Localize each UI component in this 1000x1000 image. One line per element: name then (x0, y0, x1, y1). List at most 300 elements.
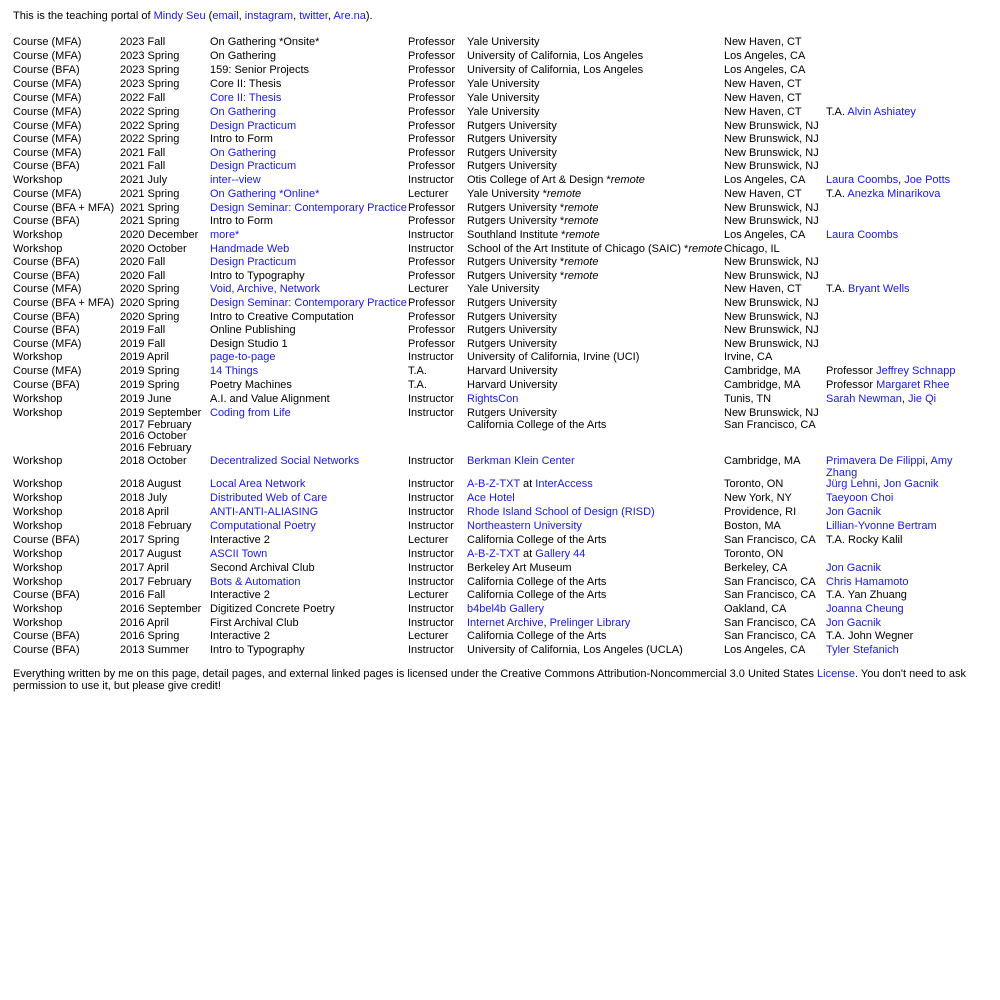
table-row (13, 37, 986, 51)
course-role: Instructor (408, 456, 454, 467)
location: Los Angeles, CA (724, 229, 806, 241)
table-row (13, 148, 986, 162)
license-text: Everything written by me on this page, detail pages, and external linked pages is licensed under the Creative Commons Attribution-Noncommercial 3.0 United States (13, 668, 818, 680)
course-title (210, 121, 408, 135)
course-title (210, 408, 408, 456)
course-role: Professor (408, 92, 456, 104)
course-type: Workshop (13, 229, 63, 241)
location: Oakland, CA (724, 603, 787, 615)
institution-text: at (519, 548, 536, 560)
course-title (210, 175, 408, 189)
collaborators (826, 380, 986, 394)
collaborators-link[interactable]: Jie Qi (907, 394, 937, 405)
collaborators (826, 590, 986, 604)
institution (467, 298, 724, 312)
course-role: Professor (408, 270, 456, 282)
course-title-link[interactable]: Distributed Web of Care (210, 493, 328, 504)
collaborators (826, 645, 986, 659)
collaborators-link[interactable]: Jürg Lehni (826, 479, 878, 490)
course-title-link[interactable]: 14 Things (210, 366, 259, 377)
course-date: 2021 Spring (120, 188, 180, 200)
collaborators (826, 203, 986, 217)
institution-text: California College of the Arts (467, 631, 607, 642)
collaborators-link[interactable]: Jeffrey Schnapp (876, 366, 956, 377)
course-title (210, 216, 408, 230)
institution (467, 604, 724, 618)
course-date: 2023 Spring (120, 64, 180, 76)
remote-note: remote (564, 216, 599, 227)
institution (467, 230, 724, 244)
location: Chicago, IL (724, 243, 780, 255)
course-date: 2019 Fall (120, 325, 166, 336)
course-type: Workshop (13, 603, 63, 615)
collaborators (826, 521, 986, 535)
remote-note: remote (610, 174, 645, 186)
institution-text: Yale University * (467, 188, 547, 200)
course-title-link[interactable]: Design Practicum (210, 257, 297, 268)
collaborators-link[interactable]: Anezka Minarikova (847, 188, 941, 200)
institution (467, 148, 724, 162)
institution (467, 366, 724, 380)
course-title-link[interactable]: more* (210, 229, 240, 241)
table-row (13, 298, 986, 312)
course-date: 2020 Spring (120, 298, 180, 309)
course-date: 2023 Spring (120, 78, 180, 90)
collaborators-link[interactable]: Sarah Newman (826, 394, 902, 405)
course-title (210, 380, 408, 394)
table-row (13, 79, 986, 93)
location: New Brunswick, NJ (724, 257, 819, 268)
collaborators-link[interactable]: Bryant Wells (848, 284, 910, 295)
collaborators-link[interactable]: Amy Zhang (826, 456, 953, 479)
course-date: 2018 October (120, 456, 187, 467)
course-type: Course (BFA) (13, 257, 80, 268)
institution-link[interactable]: Northeastern University (467, 521, 582, 532)
course-title (210, 618, 408, 632)
table-row (13, 563, 986, 577)
course-title (210, 577, 408, 591)
collaborators-text: T.A. Rocky Kalil (826, 535, 903, 546)
course-date: 2018 July (120, 493, 168, 504)
table-row (13, 93, 986, 107)
institution-text: California College of the Arts (467, 590, 607, 601)
collaborators-text: T.A. Yan Zhuang (826, 590, 907, 601)
location: New Haven, CT (724, 188, 802, 200)
course-type: Course (BFA) (13, 216, 80, 227)
institution (467, 271, 724, 285)
table-row (13, 577, 986, 591)
course-date: 2019 April (120, 352, 169, 363)
remote-note: remote (688, 243, 723, 255)
course-title-link[interactable]: Handmade Web (210, 243, 290, 255)
collaborators (826, 216, 986, 230)
institution-text: Rutgers University * (467, 216, 565, 227)
course-title-text: First Archival Club (210, 617, 299, 629)
course-type: Workshop (13, 479, 63, 490)
course-date: 2013 Summer (120, 644, 190, 656)
institution-link[interactable]: Gallery 44 (535, 548, 586, 560)
collaborators-text: , (925, 456, 931, 467)
table-row (13, 380, 986, 394)
institution-text: University of California, Los Angeles (UCLA) (467, 644, 683, 656)
collaborators-link[interactable]: Joanna Cheung (826, 603, 904, 615)
course-title (210, 507, 408, 521)
collaborators-text: Professor (826, 380, 877, 391)
course-date: 2018 August (120, 479, 182, 490)
table-row (13, 216, 986, 230)
course-date: 2020 Fall (120, 270, 166, 282)
collaborators (826, 325, 986, 339)
collaborators-link[interactable]: Margaret Rhee (876, 380, 950, 391)
collaborators-link[interactable]: Taeyoon Choi (826, 493, 894, 504)
course-role: Professor (408, 78, 456, 90)
course-type: Course (BFA) (13, 644, 80, 656)
location: Boston, MA (724, 521, 781, 532)
course-date: 2017 Spring (120, 535, 180, 546)
collaborators (826, 298, 986, 312)
course-title-text: Intro to Typography (210, 644, 305, 656)
course-type: Course (MFA) (13, 134, 82, 145)
collaborators-link[interactable]: Jon Gacnik (826, 617, 882, 629)
collaborators (826, 456, 986, 479)
course-title-text: Intro to Typography (210, 270, 305, 282)
table-row (13, 549, 986, 563)
institution-text: Rutgers University * (467, 270, 565, 282)
table-row (13, 590, 986, 604)
institution (467, 161, 724, 175)
institution-link[interactable]: InterAccess (535, 479, 593, 490)
course-role: Instructor (408, 479, 454, 490)
location: New Brunswick, NJ (724, 120, 819, 132)
institution-text: University of California, Los Angeles (467, 50, 644, 62)
collaborators-link[interactable]: Lillian-Yvonne Bertram (826, 521, 937, 532)
collaborators-link[interactable]: Jon Gacnik (826, 507, 882, 518)
collaborators (826, 161, 986, 175)
collaborators (826, 604, 986, 618)
institution (467, 408, 724, 456)
course-role: Instructor (408, 548, 454, 560)
institution (467, 507, 724, 521)
course-title (210, 604, 408, 618)
course-role: Professor (408, 50, 456, 62)
institution-text: Harvard University (467, 366, 558, 377)
course-date: 2019 Fall (120, 338, 166, 350)
course-type: Course (MFA) (13, 188, 82, 200)
location: New Brunswick, NJ (724, 202, 819, 214)
table-row (13, 507, 986, 521)
course-title-link[interactable]: Design Practicum (210, 161, 297, 172)
course-type: Course (BFA) (13, 380, 80, 391)
institution (467, 521, 724, 535)
course-title-link[interactable]: Decentralized Social Networks (210, 456, 360, 467)
course-type: Workshop (13, 174, 63, 186)
course-title (210, 312, 408, 326)
course-title-link[interactable]: Computational Poetry (210, 521, 316, 532)
course-title-link[interactable]: Design Seminar: Contemporary Practice (210, 298, 407, 309)
collaborators-link[interactable]: Tyler Stefanich (826, 644, 899, 656)
course-title-text: Design Studio 1 (210, 338, 288, 350)
course-date: 2020 October (120, 243, 187, 255)
collaborators-link[interactable]: Chris Hamamoto (826, 576, 909, 588)
course-role: Instructor (408, 507, 454, 518)
course-date: 2017 April (120, 562, 169, 574)
course-type: Course (MFA) (13, 338, 82, 350)
course-role: Professor (408, 147, 456, 159)
location: Irvine, CA (724, 352, 773, 363)
course-role: Professor (408, 202, 456, 214)
course-type: Course (MFA) (13, 284, 82, 295)
institution (467, 577, 724, 591)
course-date: 2016 April (120, 617, 169, 629)
instagram-link[interactable]: instagram (244, 10, 294, 22)
course-title (210, 456, 408, 479)
course-title-link[interactable]: Core II: Thesis (210, 92, 282, 104)
table-row (13, 339, 986, 353)
institution-text: Rutgers University * (467, 257, 565, 268)
course-date: 2022 Fall (120, 92, 166, 104)
collaborators-link[interactable]: Jon Gacnik (883, 479, 939, 490)
location: New Brunswick, NJ (724, 216, 819, 227)
course-role: Professor (408, 134, 456, 145)
location: Providence, RI (724, 507, 797, 518)
course-type: Course (BFA) (13, 631, 80, 642)
table-row (13, 175, 986, 189)
license-link[interactable]: License (817, 668, 855, 680)
institution-link[interactable]: Prelinger Library (549, 617, 631, 629)
course-title (210, 394, 408, 408)
course-title-link[interactable]: Coding from Life (210, 408, 291, 419)
course-role: Lecturer (408, 590, 449, 601)
course-role: Professor (408, 161, 456, 172)
author-link[interactable]: Mindy Seu (153, 10, 206, 22)
institution-text: at (519, 479, 536, 490)
course-type: Course (BFA) (13, 64, 80, 76)
institution (467, 590, 724, 604)
course-type: Workshop (13, 352, 63, 363)
course-title-link[interactable]: On Gathering (210, 106, 277, 118)
collaborators-link[interactable]: Alvin Ashiatey (847, 106, 916, 118)
course-title-link[interactable]: Void, Archive, Network (210, 284, 321, 295)
course-title (210, 590, 408, 604)
institution-link[interactable]: b4bel4b Gallery (467, 603, 545, 615)
course-type: Course (MFA) (13, 366, 82, 377)
collaborators-link[interactable]: Joe Potts (904, 174, 951, 186)
course-title-text: Online Publishing (210, 325, 296, 336)
course-title (210, 257, 408, 271)
course-title-text: Poetry Machines (210, 380, 292, 391)
location: New Brunswick, NJ (724, 338, 819, 350)
course-role: Professor (408, 298, 456, 309)
institution-link[interactable]: A-B-Z-TXT (467, 548, 520, 560)
course-role: Professor (408, 64, 456, 76)
institution (467, 79, 724, 93)
table-row (13, 631, 986, 645)
institution (467, 189, 724, 203)
course-date: 2019 Spring (120, 366, 180, 377)
location: New Brunswick, NJ (724, 147, 819, 159)
institution-text: Rutgers University (467, 338, 557, 350)
course-title-link[interactable]: Local Area Network (210, 479, 306, 490)
course-role: Professor (408, 36, 456, 48)
course-title (210, 37, 408, 51)
collaborators (826, 65, 986, 79)
institution (467, 37, 724, 51)
course-title-link[interactable]: ASCII Town (210, 548, 268, 560)
location: Los Angeles, CA (724, 50, 806, 62)
collaborators (826, 507, 986, 521)
institution-text: Rutgers University California College of the Arts (467, 408, 607, 431)
collaborators (826, 284, 986, 298)
collaborators-link[interactable]: Laura Coombs (826, 229, 899, 241)
table-row (13, 645, 986, 659)
remote-note: remote (565, 229, 600, 241)
collaborators (826, 51, 986, 65)
institution-text: California College of the Arts (467, 576, 607, 588)
institution (467, 244, 724, 258)
course-date: 2019 September 2017 February 2016 October 2016 February (120, 408, 202, 454)
course-date: 2017 February (120, 576, 192, 588)
teaching-table (13, 37, 986, 659)
institution-text: Rutgers University (467, 120, 557, 132)
course-title-text: 159: Senior Projects (210, 64, 310, 76)
institution-text: Rutgers University (467, 134, 557, 145)
institution (467, 284, 724, 298)
course-title-link[interactable]: On Gathering *Online* (210, 188, 320, 200)
course-role: Professor (408, 106, 456, 118)
collaborators (826, 563, 986, 577)
institution-link[interactable]: Ace Hotel (467, 493, 515, 504)
table-row (13, 312, 986, 326)
collaborators-link[interactable]: Laura Coombs (826, 174, 899, 186)
course-title-link[interactable]: page-to-page (210, 352, 276, 363)
course-title-text: Interactive 2 (210, 631, 270, 642)
course-type: Course (BFA) (13, 311, 80, 323)
location: Los Angeles, CA (724, 64, 806, 76)
course-role: Instructor (408, 617, 454, 629)
institution-text: Rutgers University (467, 161, 557, 172)
course-role: Instructor (408, 408, 454, 419)
collaborators (826, 339, 986, 353)
twitter-link[interactable]: twitter (299, 10, 328, 22)
course-role: Lecturer (408, 284, 449, 295)
license-footer (13, 669, 968, 692)
course-title-link[interactable]: Design Practicum (210, 120, 297, 132)
collaborators-text: T.A. (826, 188, 848, 200)
table-row (13, 271, 986, 285)
course-title-link[interactable]: Bots & Automation (210, 576, 301, 588)
course-title (210, 148, 408, 162)
remote-note: remote (564, 257, 599, 268)
course-type: Course (BFA) (13, 161, 80, 172)
collaborators-link[interactable]: Primavera De Filippi (826, 456, 926, 467)
collaborators (826, 230, 986, 244)
collaborators-link[interactable]: Jon Gacnik (826, 562, 882, 574)
institution-link[interactable]: Rhode Island School of Design (RISD) (467, 507, 655, 518)
course-type: Course (BFA + MFA) (13, 202, 115, 214)
course-role: Professor (408, 257, 456, 268)
institution-link[interactable]: A-B-Z-TXT (467, 479, 520, 490)
course-date: 2016 September (120, 603, 202, 615)
collaborators (826, 479, 986, 493)
institution-link[interactable]: Berkman Klein Center (467, 456, 575, 467)
location: Toronto, ON (724, 479, 784, 490)
course-title (210, 271, 408, 285)
course-title (210, 203, 408, 217)
course-title-link[interactable]: Design Seminar: Contemporary Practice (210, 202, 407, 214)
arena-link[interactable]: Are.na (333, 10, 366, 22)
location: New Haven, CT (724, 36, 802, 48)
location: Cambridge, MA (724, 456, 801, 467)
location: Tunis, TN (724, 394, 772, 405)
institution (467, 121, 724, 135)
course-title (210, 51, 408, 65)
course-role: Lecturer (408, 631, 449, 642)
course-title-link[interactable]: inter--view (210, 174, 261, 186)
course-title (210, 549, 408, 563)
course-type: Course (BFA) (13, 535, 80, 546)
collaborators (826, 93, 986, 107)
location: Cambridge, MA (724, 380, 801, 391)
course-type: Workshop (13, 617, 63, 629)
table-row (13, 456, 986, 479)
course-type: Course (BFA) (13, 590, 80, 601)
table-row (13, 479, 986, 493)
location: New Haven, CT (724, 106, 802, 118)
table-row (13, 284, 986, 298)
collaborators (826, 631, 986, 645)
collaborators-text: , (901, 394, 908, 405)
course-date: 2016 Spring (120, 631, 180, 642)
course-type: Course (MFA) (13, 78, 82, 90)
collaborators-text: , (877, 479, 884, 490)
collaborators (826, 577, 986, 591)
course-title-link[interactable]: On Gathering (210, 147, 277, 159)
institution-link[interactable]: RightsCon (467, 394, 519, 405)
institution-text: Yale University (467, 92, 540, 104)
course-title (210, 189, 408, 203)
institution-link[interactable]: Internet Archive (467, 617, 544, 629)
location: Berkeley, CA (724, 562, 788, 574)
table-row (13, 107, 986, 121)
institution (467, 563, 724, 577)
course-role: Instructor (408, 352, 454, 363)
course-type: Workshop (13, 408, 63, 419)
institution (467, 203, 724, 217)
location: New Brunswick, NJ (724, 298, 819, 309)
course-title-text: Intro to Form (210, 134, 273, 145)
location: San Francisco, CA (724, 631, 816, 642)
course-title-link[interactable]: ANTI-ANTI-ALIASING (210, 507, 319, 518)
collaborators (826, 408, 986, 456)
institution (467, 645, 724, 659)
collaborators (826, 189, 986, 203)
institution (467, 549, 724, 563)
course-title (210, 79, 408, 93)
course-date: 2022 Spring (120, 134, 180, 145)
institution-text: Yale University (467, 36, 540, 48)
course-type: Workshop (13, 576, 63, 588)
collaborators (826, 175, 986, 189)
location: Los Angeles, CA (724, 644, 806, 656)
course-type: Course (MFA) (13, 36, 82, 48)
email-link[interactable]: email (212, 10, 239, 22)
course-date: 2022 Spring (120, 106, 180, 118)
course-date: 2018 February (120, 521, 192, 532)
course-date: 2020 Fall (120, 257, 166, 268)
institution-text: Yale University (467, 284, 540, 295)
course-date: 2021 Fall (120, 147, 166, 159)
table-row (13, 203, 986, 217)
